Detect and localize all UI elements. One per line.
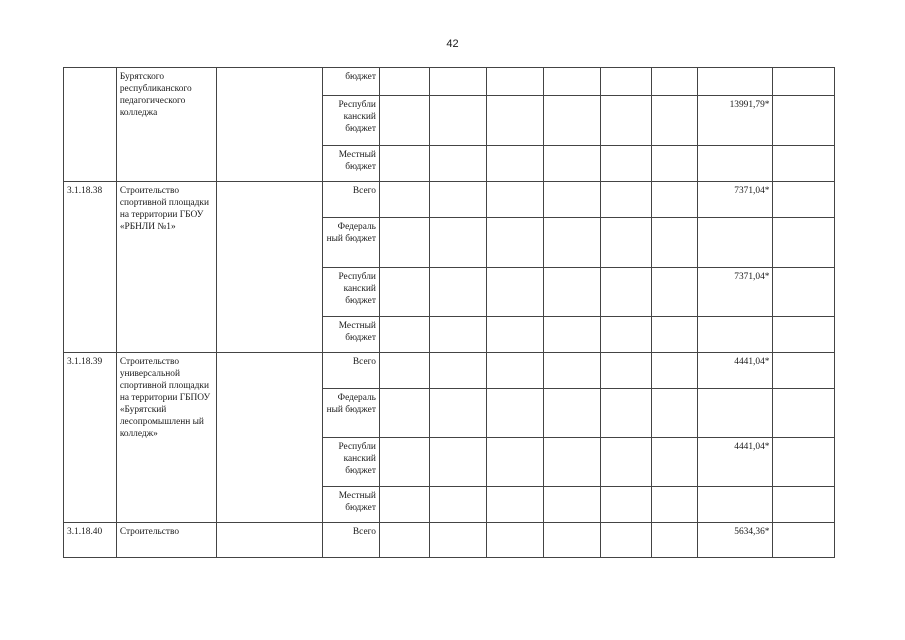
event-name-cell: Строительство [116, 523, 216, 558]
funding-source-cell: Местный бюджет [322, 146, 379, 182]
amount-cell [697, 146, 772, 182]
page-number: 42 [446, 38, 459, 50]
event-name-cell: Строительство спортивной площадки на территории ГБОУ «РБНЛИ №1» [116, 182, 216, 353]
amount-cell: 7371,04* [697, 268, 772, 317]
event-name-cell: Строительство универсальной спортивной площадки на территории ГБПОУ «Бурятский лесопромышленн ый колледж» [116, 353, 216, 523]
table-row [64, 523, 835, 558]
executor-cell [217, 182, 323, 353]
amount-cell [697, 218, 772, 268]
amount-cell: 4441,04* [697, 438, 772, 487]
amount-cell: 5634,36* [697, 523, 772, 558]
amount-cell [697, 317, 772, 353]
funding-source-cell: Местный бюджет [322, 487, 379, 523]
event-name-cell: Бурятского республиканского педагогического колледжа [116, 68, 216, 182]
funding-source-cell: Республи канский бюджет [322, 438, 379, 487]
funding-source-cell: Республи канский бюджет [322, 96, 379, 146]
funding-source-cell: Всего [322, 353, 379, 389]
funding-source-cell: Всего [322, 182, 379, 218]
executor-cell [217, 523, 323, 558]
funding-source-cell: Всего [322, 523, 379, 558]
table-row [64, 68, 835, 96]
table-row [64, 353, 835, 389]
executor-cell [217, 353, 323, 523]
funding-source-cell: Местный бюджет [322, 317, 379, 353]
executor-cell [217, 68, 323, 182]
event-code-cell: 3.1.18.40 [64, 523, 117, 558]
table-row [64, 182, 835, 218]
event-code-cell: 3.1.18.39 [64, 353, 117, 523]
funding-source-cell: Федераль ный бюджет [322, 218, 379, 268]
event-code-cell: 3.1.18.38 [64, 182, 117, 353]
amount-cell: 7371,04* [697, 182, 772, 218]
amount-cell [697, 68, 772, 96]
amount-cell: 13991,79* [697, 96, 772, 146]
funding-source-cell: бюджет [322, 68, 379, 96]
budget-table [63, 67, 835, 558]
amount-cell: 4441,04* [697, 353, 772, 389]
funding-source-cell: Республи канский бюджет [322, 268, 379, 317]
amount-cell [697, 389, 772, 438]
event-code-cell [64, 68, 117, 182]
funding-source-cell: Федераль ный бюджет [322, 389, 379, 438]
amount-cell [697, 487, 772, 523]
